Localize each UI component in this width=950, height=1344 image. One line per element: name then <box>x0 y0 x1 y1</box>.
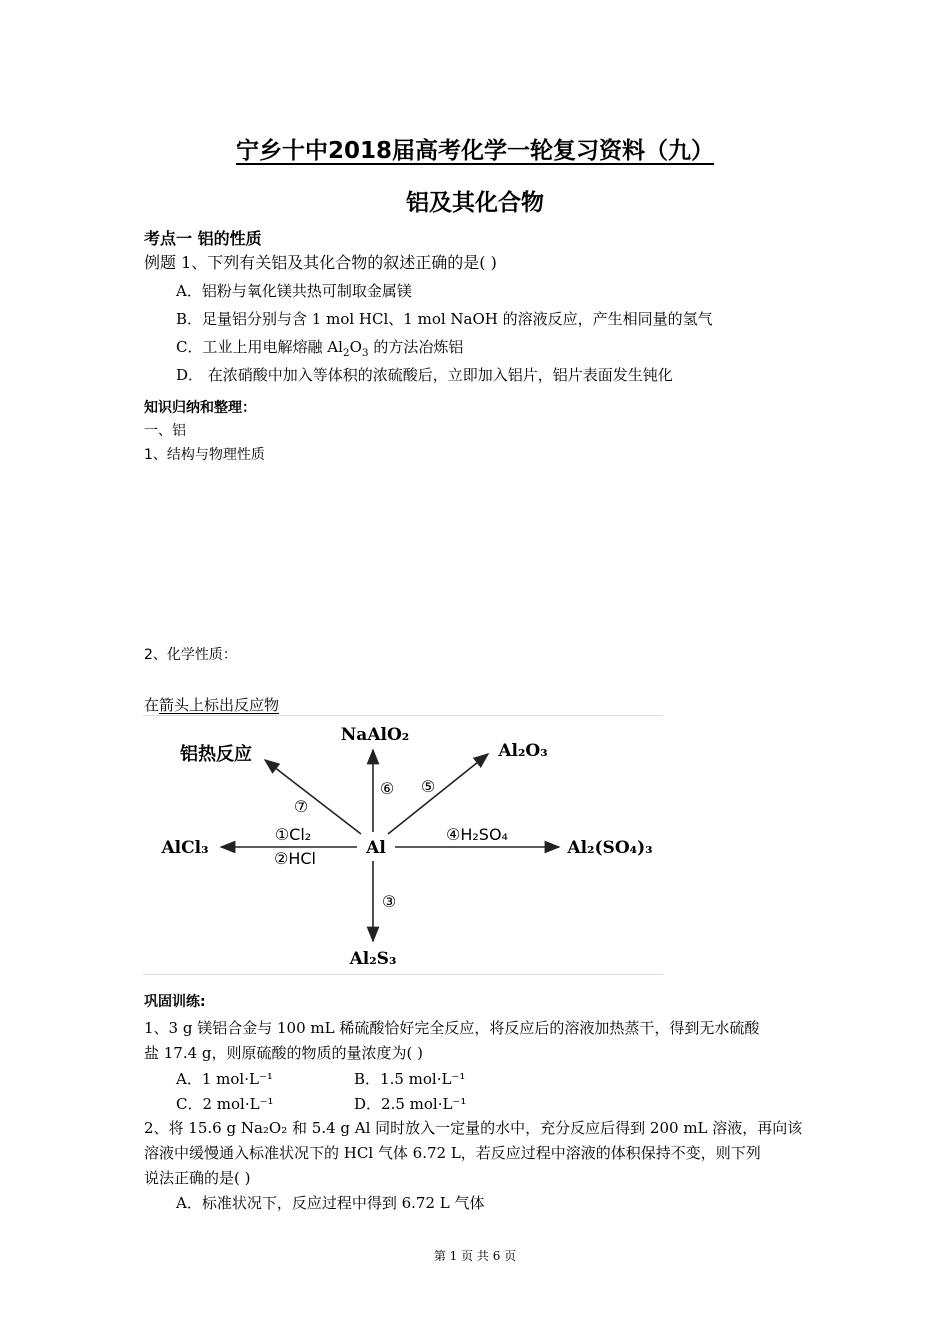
reaction-diagram <box>143 715 663 975</box>
question-1-line-2: 盐 17.4 g，则原硫酸的物质的量浓度为( ) <box>144 1044 424 1062</box>
option-d: D． 在浓硝酸中加入等体积的浓硫酸后，立即加入铝片，铝片表面发生钝化 <box>176 366 673 384</box>
diagram-caption: 在箭头上标出反应物 <box>144 696 280 714</box>
option-a: A．铝粉与氧化镁共热可制取金属镁 <box>176 282 412 300</box>
label-5: ⑤ <box>420 777 436 796</box>
question-2-option-a: A．标准状况下，反应过程中得到 6.72 L 气体 <box>176 1194 485 1212</box>
label-2-hcl: ②HCl <box>274 849 316 868</box>
question-1-option-d: D．2.5 mol·L⁻¹ <box>354 1095 467 1113</box>
option-c: C．工业上用电解熔融 $Al_2O_3$ 的方法冶炼铝 <box>176 338 464 359</box>
question-2-line-3: 说法正确的是( ) <box>144 1169 251 1187</box>
question-1-option-b: B．1.5 mol·L⁻¹ <box>354 1070 466 1088</box>
center-al: Al <box>366 838 386 858</box>
question-1-line-1: 1、3 g 镁铝合金与 100 mL 稀硫酸恰好完全反应，将反应后的溶液加热蒸干，得到无水硫酸 <box>144 1019 760 1037</box>
product-naalo2: NaAlO₂ <box>340 725 410 745</box>
section-heading: 考点一 铝的性质 <box>144 229 262 248</box>
label-7: ⑦ <box>293 797 309 816</box>
reaction-diagram-svg <box>143 716 663 974</box>
label-6: ⑥ <box>379 779 395 798</box>
thermite-reaction: 铝热反应 <box>180 744 252 765</box>
question-1-option-a: A．1 mol·L⁻¹ <box>176 1070 273 1088</box>
option-b: B．足量铝分别与含 1 mol HCl、1 mol NaOH 的溶液反应，产生相同量的氢气 <box>176 310 713 328</box>
question-1-option-c: C．2 mol·L⁻¹ <box>176 1095 274 1113</box>
product-alcl3: AlCl₃ <box>161 838 209 858</box>
subsection-structure: 1、结构与物理性质 <box>144 447 265 463</box>
arrow-up-left <box>265 760 361 834</box>
product-al2s3: Al₂S₃ <box>349 949 397 969</box>
question-2-line-1: 2、将 15.6 g Na₂O₂ 和 5.4 g Al 同时放入一定量的水中，充分反应后得到 200 mL 溶液，再向该 <box>144 1119 803 1137</box>
product-al2o3: Al₂O₃ <box>498 741 548 761</box>
document-title: 宁乡十中2018届高考化学一轮复习资料（九） <box>235 138 714 164</box>
page-number: 第 1 页 共 6 页 <box>433 1249 517 1263</box>
label-3: ③ <box>381 892 397 911</box>
arrow-up-right <box>388 754 488 834</box>
practice-heading: 巩固训练: <box>144 994 206 1010</box>
product-al2so43: Al₂(SO₄)₃ <box>567 838 653 858</box>
question-2-line-2: 溶液中缓慢通入标准状况下的 HCl 气体 6.72 L，若反应过程中溶液的体积保持不变，则下列 <box>144 1144 761 1162</box>
subsection-chemical: 2、化学性质： <box>144 647 237 663</box>
subsection-aluminum: 一、铝 <box>144 423 186 439</box>
label-4-h2so4: ④H₂SO₄ <box>446 825 508 844</box>
label-1-cl2: ①Cl₂ <box>274 825 312 844</box>
summary-heading: 知识归纳和整理： <box>144 400 256 416</box>
example-question: 例题 1、下列有关铝及其化合物的叙述正确的是( ) <box>144 253 497 272</box>
document-subtitle: 铝及其化合物 <box>406 190 544 216</box>
